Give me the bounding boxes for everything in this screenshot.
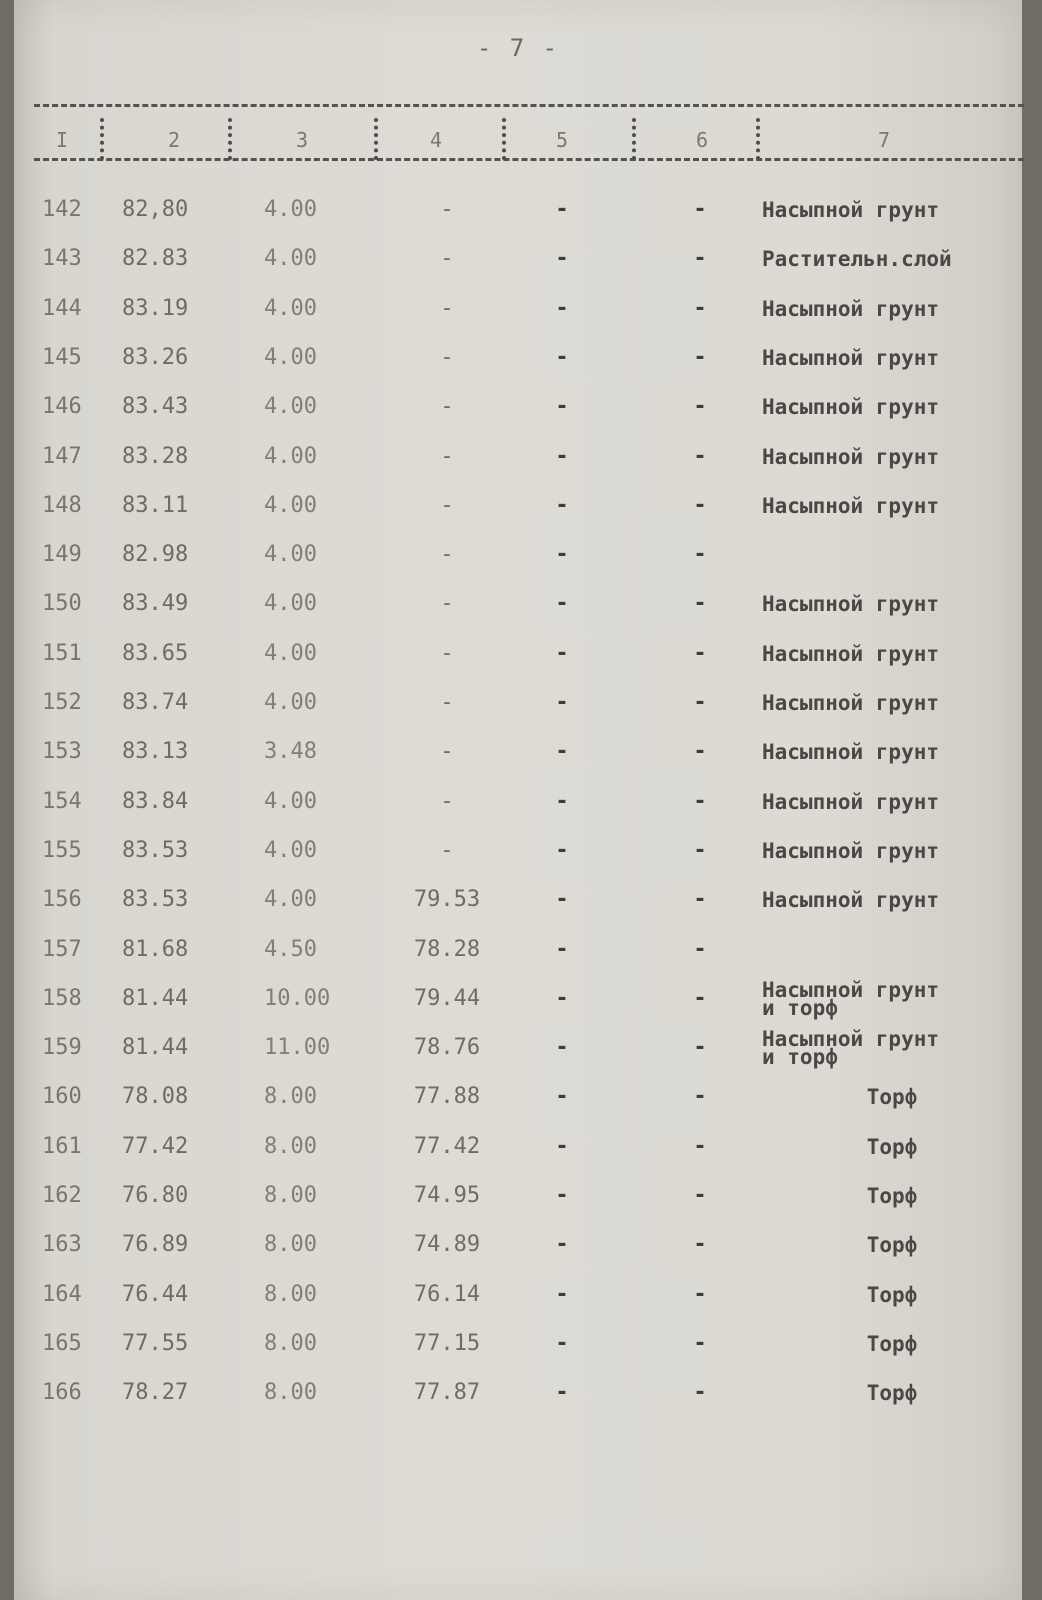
table-cell-col-7: Торф [866, 1331, 918, 1356]
table-cell-col-2: 77.42 [122, 1133, 189, 1159]
table-row [14, 926, 1022, 974]
table-cell-col-5: - [555, 197, 569, 222]
table-cell-col-5: - [555, 1380, 569, 1406]
table-cell-col-7: Насыпной грунт [762, 838, 940, 863]
table-cell-col-6: - [693, 295, 707, 321]
table-cell-col-5: - [555, 542, 569, 568]
table-cell-col-3: 4.00 [264, 197, 317, 222]
table-cell-col-5: - [555, 344, 569, 370]
table-cell-col-7: Насыпной грунт [762, 888, 940, 913]
table-cell-col-1: 148 [42, 492, 82, 518]
table-cell-col-6: - [693, 788, 707, 814]
table-cell-col-4: 78.28 [413, 936, 481, 962]
table-cell-col-2: 81.44 [122, 1035, 189, 1061]
table-cell-col-1: 156 [42, 887, 82, 913]
table-cell-col-6: - [693, 344, 707, 370]
table-cell-col-1: 149 [42, 542, 82, 568]
table-cell-col-7 [762, 531, 1022, 579]
table-cell-col-5: - [555, 1084, 569, 1110]
table-cell-col-7: Насыпной грунт [762, 296, 940, 321]
column-separator [228, 118, 232, 160]
table-row [14, 433, 1022, 481]
table-cell-col-7: Торф [866, 1134, 918, 1159]
table-cell-col-1: 144 [42, 295, 82, 321]
table-cell-col-1: 158 [42, 985, 82, 1011]
table-row [14, 1221, 1022, 1269]
table-cell-col-1: 157 [42, 936, 82, 962]
table-cell-col-7: Насыпной грунт [762, 592, 940, 617]
table-cell-col-5: - [555, 591, 569, 617]
table-cell-col-6: - [693, 837, 707, 863]
table-cell-col-2: 83.53 [122, 887, 189, 913]
table-cell-col-3: 8.00 [264, 1133, 317, 1159]
table-cell-col-6: - [693, 936, 707, 962]
table-row [14, 285, 1022, 333]
table-cell-col-4: - [440, 344, 454, 370]
table-cell-col-7: Торф [866, 1085, 918, 1110]
table-cell-col-3: 4.00 [264, 394, 317, 420]
table-cell-col-3: 4.00 [264, 344, 317, 370]
table-cell-col-6: - [693, 887, 707, 913]
table-cell-col-7: Торф [866, 1282, 918, 1307]
table-cell-col-2: 76.89 [122, 1232, 189, 1258]
table-row [14, 383, 1022, 431]
table-cell-col-3: 4.00 [264, 443, 317, 469]
table-cell-col-1: 164 [42, 1281, 82, 1307]
table-cell-col-6: - [693, 492, 707, 518]
table-row [14, 1320, 1022, 1368]
table-cell-col-2: 82,80 [122, 197, 189, 222]
table-cell-col-5: - [555, 1281, 569, 1307]
table-cell-col-2: 83.84 [122, 788, 189, 814]
table-cell-col-1: 150 [42, 591, 82, 617]
table-row [14, 482, 1022, 530]
table-cell-col-4: 77.87 [413, 1380, 481, 1406]
table-cell-col-5: - [555, 295, 569, 321]
table-cell-col-4: 77.88 [413, 1084, 481, 1110]
table-cell-col-4: - [440, 197, 454, 222]
table-cell-col-7: Насыпной грунт и торф [762, 977, 940, 1020]
table-cell-col-3: 4.50 [264, 936, 317, 962]
table-cell-col-2: 83.49 [122, 591, 189, 617]
table-cell-col-1: 154 [42, 788, 82, 814]
table-cell-col-5: - [555, 739, 569, 765]
table-cell-col-5: - [555, 690, 569, 715]
table-cell-col-1: 162 [42, 1183, 82, 1208]
table-cell-col-4: 74.95 [413, 1183, 481, 1208]
table-cell-col-7 [762, 926, 1022, 974]
table-cell-col-3: 8.00 [264, 1380, 317, 1406]
table-row [14, 827, 1022, 875]
table-cell-col-4: 77.15 [413, 1330, 481, 1356]
table-cell-col-6: - [693, 640, 707, 666]
table-cell-col-5: - [555, 443, 569, 469]
table-cell-col-4: 77.42 [413, 1133, 481, 1159]
table-cell-col-1: 165 [42, 1330, 82, 1356]
table-cell-col-6: - [693, 690, 707, 715]
table-cell-col-5: - [555, 936, 569, 962]
table-cell-col-1: 151 [42, 640, 82, 666]
table-cell-col-4: 79.53 [413, 887, 481, 913]
table-cell-col-2: 78.08 [122, 1084, 189, 1110]
table-row [14, 1271, 1022, 1319]
table-cell-col-6: - [693, 394, 707, 420]
column-header-4: 4 [429, 128, 443, 152]
table-cell-col-7: Насыпной грунт [762, 444, 940, 469]
column-separator [632, 118, 636, 160]
page-number: - 7 - [476, 34, 560, 62]
table-cell-col-6: - [693, 1380, 707, 1406]
header-top-rule [34, 104, 1024, 107]
table-cell-col-3: 4.00 [264, 788, 317, 814]
table-cell-col-5: - [555, 985, 569, 1011]
table-cell-col-3: 8.00 [264, 1281, 317, 1307]
table-cell-col-3: 3.48 [264, 739, 317, 765]
table-cell-col-5: - [555, 1232, 569, 1258]
column-separator [374, 118, 378, 160]
table-cell-col-4: 76.14 [413, 1281, 481, 1307]
table-cell-col-3: 8.00 [264, 1183, 317, 1208]
table-cell-col-1: 143 [42, 246, 82, 272]
column-header-6: 6 [695, 128, 709, 152]
table-row [14, 1024, 1022, 1072]
column-header-1: I [55, 128, 69, 152]
table-cell-col-5: - [555, 1183, 569, 1208]
table-cell-col-1: 145 [42, 344, 82, 370]
table-cell-col-4: - [440, 640, 454, 666]
table-cell-col-7: Торф [866, 1381, 918, 1406]
table-cell-col-6: - [693, 246, 707, 272]
table-cell-col-2: 83.43 [122, 394, 189, 420]
table-cell-col-3: 11.00 [264, 1035, 331, 1061]
table-cell-col-2: 76.80 [122, 1183, 189, 1208]
table-row [14, 235, 1022, 283]
table-cell-col-2: 81.44 [122, 985, 189, 1011]
table-row [14, 334, 1022, 382]
table-cell-col-4: 79.44 [413, 985, 481, 1011]
table-cell-col-1: 147 [42, 443, 82, 469]
table-row [14, 679, 1022, 727]
table-row [14, 1073, 1022, 1121]
table-row [14, 580, 1022, 628]
table-cell-col-2: 82.83 [122, 246, 189, 272]
column-separator [502, 118, 506, 160]
table-row [14, 975, 1022, 1023]
table-cell-col-6: - [693, 443, 707, 469]
table-cell-col-7: Насыпной грунт [762, 198, 940, 222]
table-row [14, 876, 1022, 924]
table-cell-col-4: - [440, 492, 454, 518]
table-cell-col-1: 155 [42, 837, 82, 863]
table-cell-col-6: - [693, 739, 707, 765]
table-cell-col-4: - [440, 246, 454, 272]
table-cell-col-7: Насыпной грунт и торф [762, 1027, 940, 1070]
table-cell-col-2: 82.98 [122, 542, 189, 568]
table-cell-col-6: - [693, 591, 707, 617]
document-page [14, 0, 1022, 1600]
table-cell-col-2: 77.55 [122, 1330, 189, 1356]
table-row [14, 728, 1022, 776]
table-cell-col-3: 8.00 [264, 1232, 317, 1258]
table-row [14, 1123, 1022, 1171]
table-row [14, 1172, 1022, 1220]
table-cell-col-1: 160 [42, 1084, 82, 1110]
column-header-5: 5 [555, 128, 569, 152]
table-cell-col-2: 83.74 [122, 690, 189, 715]
table-cell-col-7: Насыпной грунт [762, 395, 940, 420]
table-cell-col-4: 74.89 [413, 1232, 481, 1258]
table-cell-col-7: Насыпной грунт [762, 345, 940, 370]
table-cell-col-5: - [555, 1035, 569, 1061]
table-cell-col-1: 159 [42, 1035, 82, 1061]
table-cell-col-7: Насыпной грунт [762, 493, 940, 518]
table-cell-col-3: 4.00 [264, 837, 317, 863]
table-cell-col-7: Насыпной грунт [762, 789, 940, 814]
table-cell-col-7: Насыпной грунт [762, 740, 940, 765]
table-cell-col-7: Растительн.слой [762, 247, 952, 272]
table-cell-col-1: 163 [42, 1232, 82, 1258]
table-cell-col-1: 166 [42, 1380, 82, 1406]
table-cell-col-6: - [693, 197, 707, 222]
table-cell-col-2: 83.28 [122, 443, 189, 469]
table-cell-col-1: 142 [42, 197, 82, 222]
table-cell-col-5: - [555, 246, 569, 272]
table-cell-col-4: 78.76 [413, 1035, 481, 1061]
table-cell-col-5: - [555, 837, 569, 863]
table-cell-col-7: Торф [866, 1233, 918, 1258]
table-cell-col-5: - [555, 394, 569, 420]
table-cell-col-7: Торф [866, 1184, 918, 1208]
table-cell-col-1: 152 [42, 690, 82, 715]
table-cell-col-2: 83.19 [122, 295, 189, 321]
table-cell-col-3: 10.00 [264, 985, 331, 1011]
table-row [14, 630, 1022, 678]
table-cell-col-2: 83.13 [122, 739, 189, 765]
column-separator [756, 118, 760, 160]
table-row [14, 186, 1022, 234]
table-cell-col-4: - [440, 443, 454, 469]
table-cell-col-6: - [693, 1084, 707, 1110]
table-cell-col-1: 161 [42, 1133, 82, 1159]
table-cell-col-5: - [555, 887, 569, 913]
table-cell-col-2: 78.27 [122, 1380, 189, 1406]
table-cell-col-7: Насыпной грунт [762, 641, 940, 666]
table-cell-col-6: - [693, 1133, 707, 1159]
table-cell-col-2: 83.65 [122, 640, 189, 666]
table-cell-col-3: 4.00 [264, 542, 317, 568]
column-header-3: 3 [295, 128, 309, 152]
table-row [14, 1369, 1022, 1417]
table-cell-col-4: - [440, 542, 454, 568]
table-row [14, 778, 1022, 826]
table-cell-col-3: 4.00 [264, 640, 317, 666]
table-row [14, 531, 1022, 579]
table-cell-col-4: - [440, 690, 454, 715]
table-cell-col-4: - [440, 837, 454, 863]
table-cell-col-4: - [440, 295, 454, 321]
table-cell-col-6: - [693, 1330, 707, 1356]
table-cell-col-4: - [440, 591, 454, 617]
table-cell-col-1: 146 [42, 394, 82, 420]
table-cell-col-4: - [440, 394, 454, 420]
table-cell-col-5: - [555, 788, 569, 814]
table-cell-col-6: - [693, 542, 707, 568]
table-cell-col-3: 8.00 [264, 1330, 317, 1356]
column-header-2: 2 [167, 128, 181, 152]
table-cell-col-2: 83.11 [122, 492, 189, 518]
table-cell-col-4: - [440, 788, 454, 814]
table-cell-col-6: - [693, 1035, 707, 1061]
table-cell-col-3: 4.00 [264, 295, 317, 321]
table-cell-col-2: 83.53 [122, 837, 189, 863]
table-cell-col-5: - [555, 640, 569, 666]
table-cell-col-3: 4.00 [264, 887, 317, 913]
table-cell-col-3: 4.00 [264, 492, 317, 518]
table-cell-col-3: 8.00 [264, 1084, 317, 1110]
table-cell-col-5: - [555, 492, 569, 518]
table-cell-col-5: - [555, 1330, 569, 1356]
table-cell-col-6: - [693, 1183, 707, 1208]
table-cell-col-6: - [693, 1281, 707, 1307]
column-header-7: 7 [877, 128, 891, 152]
column-separator [100, 118, 104, 160]
table-cell-col-2: 81.68 [122, 936, 189, 962]
table-cell-col-2: 76.44 [122, 1281, 189, 1307]
table-cell-col-5: - [555, 1133, 569, 1159]
table-cell-col-7: Насыпной грунт [762, 691, 940, 715]
table-cell-col-3: 4.00 [264, 690, 317, 715]
table-cell-col-3: 4.00 [264, 246, 317, 272]
table-cell-col-1: 153 [42, 739, 82, 765]
table-cell-col-3: 4.00 [264, 591, 317, 617]
table-cell-col-6: - [693, 985, 707, 1011]
table-cell-col-4: - [440, 739, 454, 765]
table-cell-col-6: - [693, 1232, 707, 1258]
table-cell-col-2: 83.26 [122, 344, 189, 370]
